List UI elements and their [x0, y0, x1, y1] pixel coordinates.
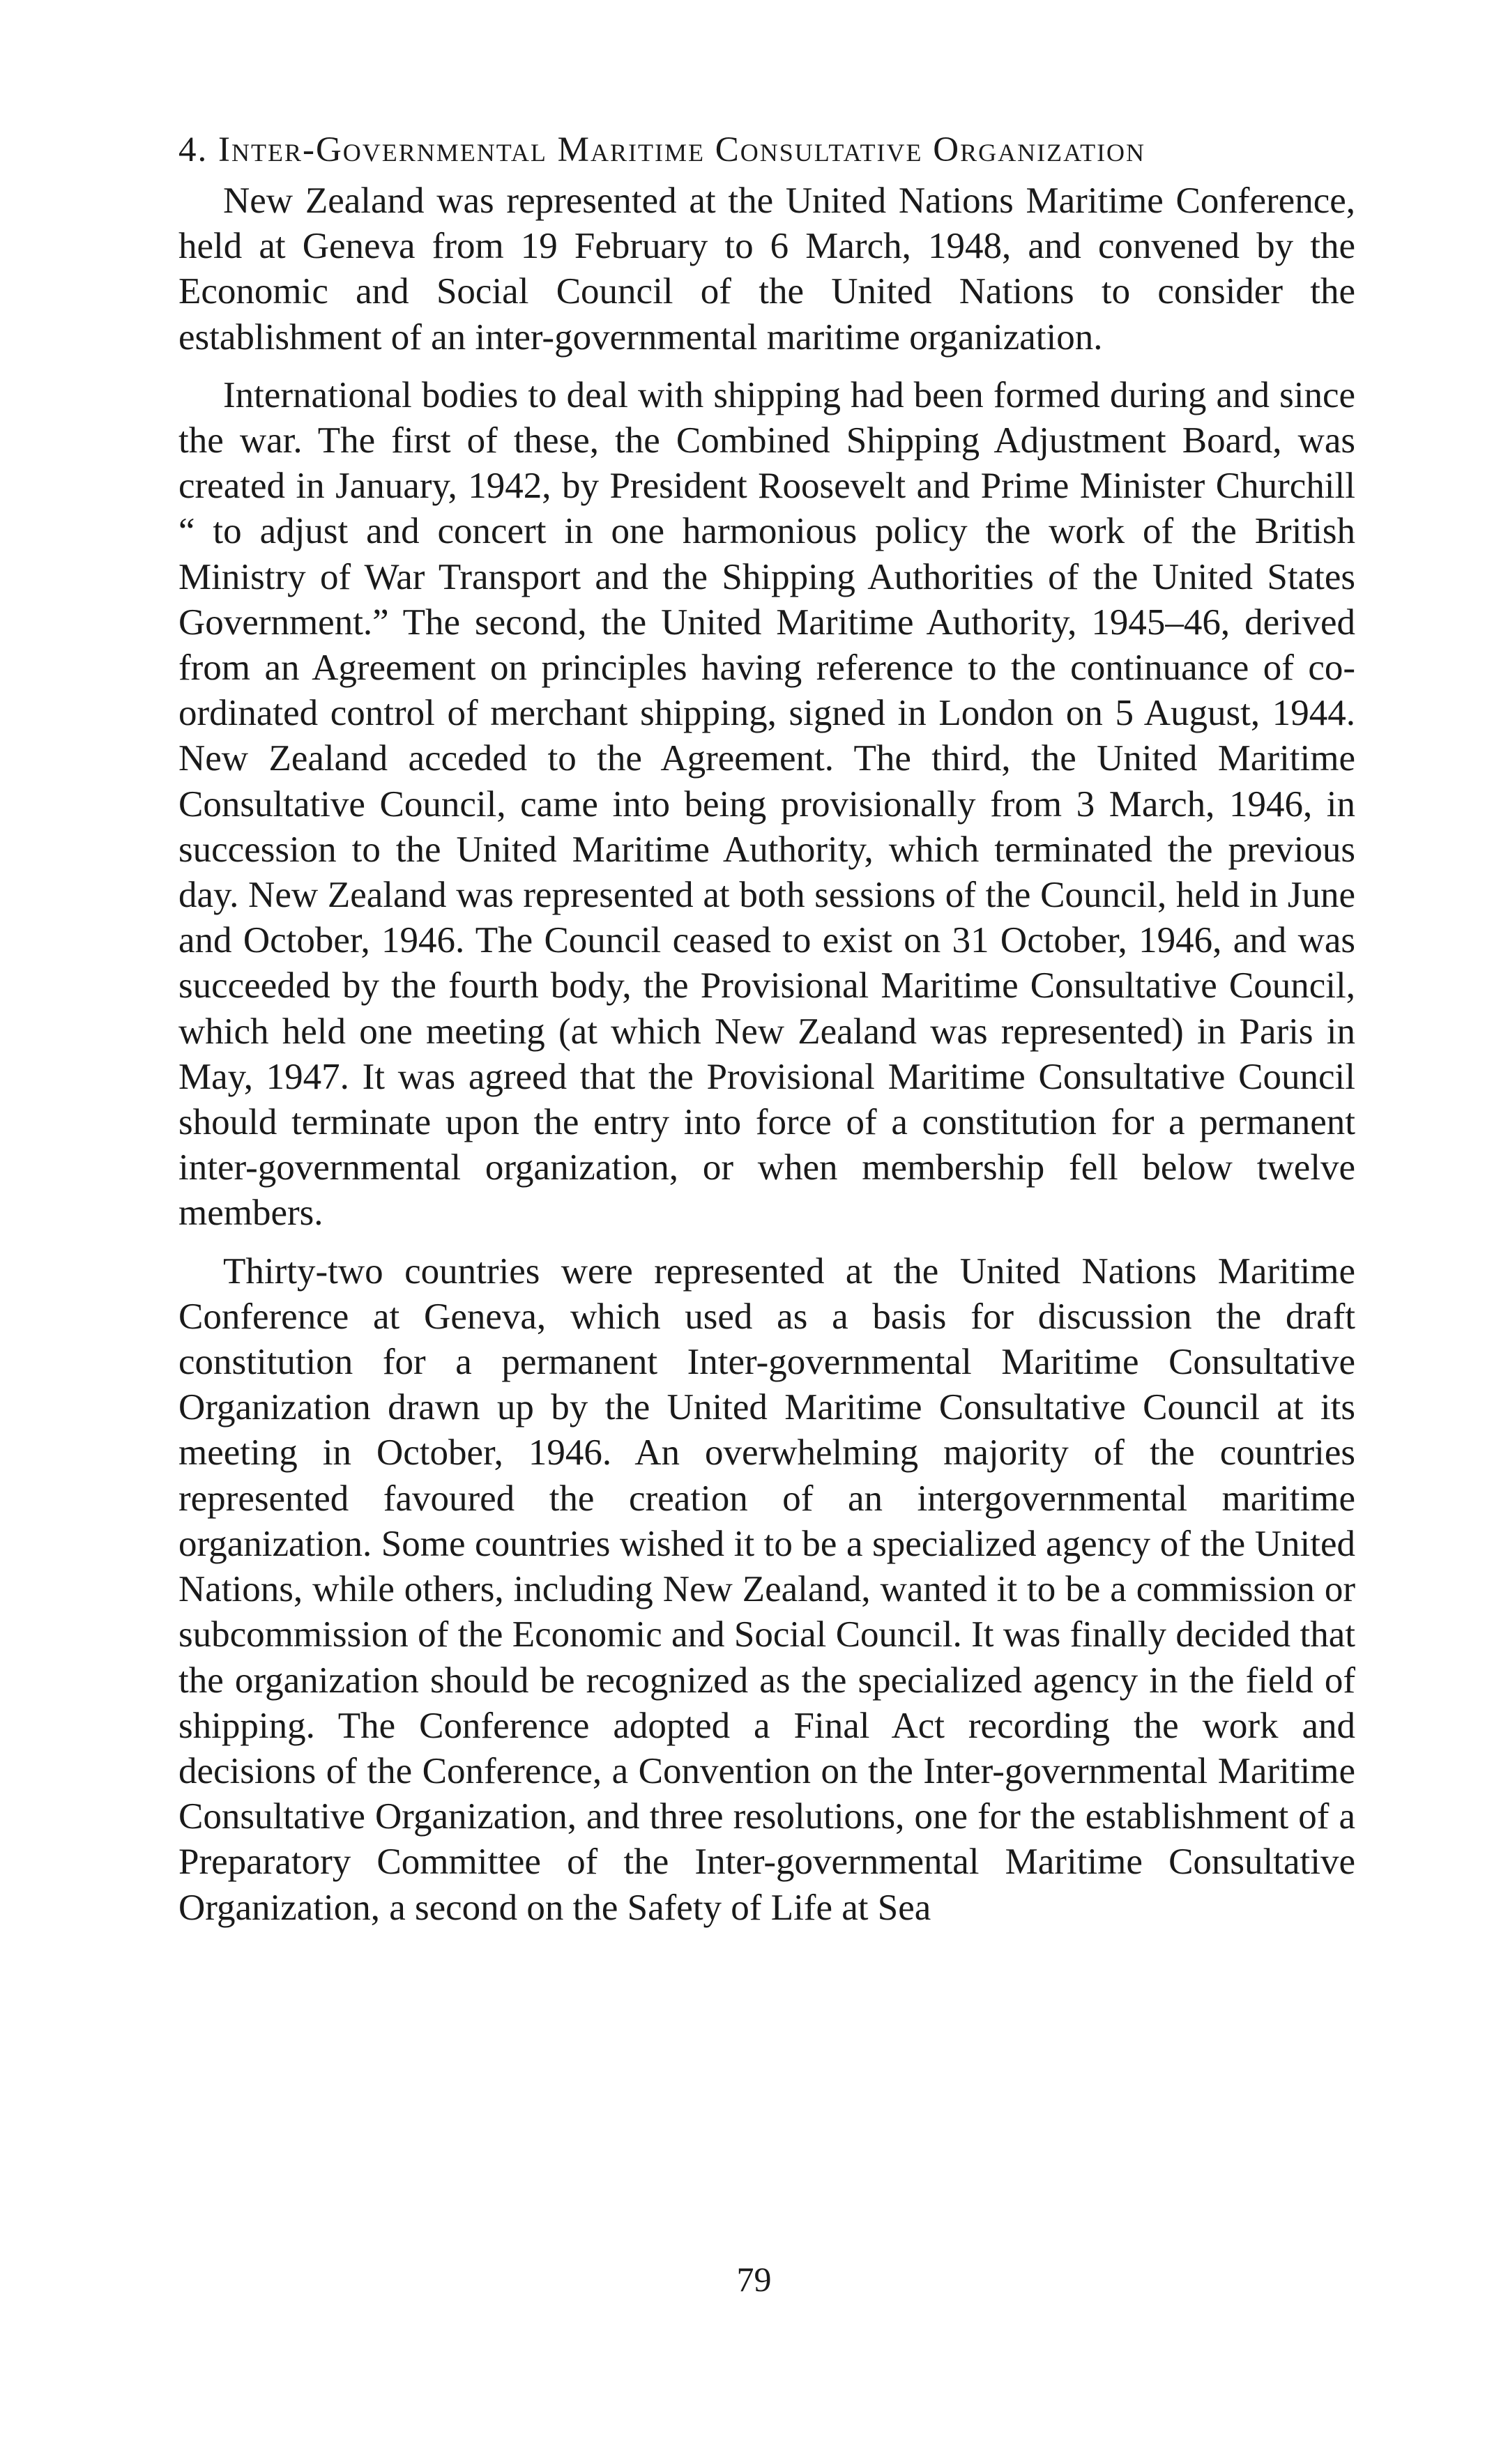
paragraph: International bodies to deal with shipping had been formed during and since the war. The first of these, the Combined Shipping Adjustment Board, was created in January, 1942, by President Roosevelt and Prime Minister Churchill “ to adjust and concert in one harmonious policy the work of the British Ministry of War Transport and the Shipping Authorities of the United States Government.” The second, the United Maritime Authority, 1945–46, derived from an Agreement on principles having reference to the continuance of co-ordinated control of merchant shipping, signed in London on 5 August, 1944. New Zealand acceded to the Agreement. The third, the United Maritime Consultative Council, came into being provisionally from 3 March, 1946, in succession to the United Maritime Authority, which terminated the previous day. New Zealand was represented at both sessions of the Council, held in June and October, 1946. The Council ceased to exist on 31 October, 1946, and was succeeded by the fourth body, the Provisional Maritime Consultative Council, which held one meeting (at which New Zealand was represented) in Paris in May, 1947. It was agreed that the Provisional Maritime Consultative Council should terminate upon the entry into force of a constitution for a permanent inter-governmental organization, or when membership fell below twelve members.	[178, 374, 1355, 1234]
paragraph: New Zealand was represented at the United Nations Maritime Conference, held at Geneva from 19 February to 6 March, 1948, and convened by the Economic and Social Council of the United Nations to consider the establishment of an inter-governmental maritime organization.	[178, 181, 1355, 358]
section-number: 4.	[178, 130, 208, 169]
section-title: Inter-Governmental Maritime Consultative Organization	[218, 130, 1146, 169]
section-heading	[178, 125, 1355, 174]
page-body	[178, 125, 1355, 1943]
page-number: 79	[736, 2260, 772, 2299]
paragraph: Thirty-two countries were represented at the United Nations Maritime Conference at Geneva, which used as a basis for discussion the draft constitution for a permanent Inter-governmental Maritime Consultative Organization drawn up by the United Maritime Consultative Council at its meeting in October, 1946. An overwhelming majority of the countries represented favoured the creation of an intergovernmental maritime organization. Some countries wished it to be a specialized agency of the United Nations, while others, including New Zealand, wanted it to be a commission or subcommission of the Economic and Social Council. It was finally decided that the organization should be recognized as the specialized agency in the field of shipping. The Conference adopted a Final Act recording the work and decisions of the Conference, a Convention on the Inter-governmental Maritime Consultative Organization, and three resolutions, one for the establishment of a Preparatory Committee of the Inter-governmental Maritime Consultative Organization, a second on the Safety of Life at Sea	[178, 1250, 1355, 1928]
